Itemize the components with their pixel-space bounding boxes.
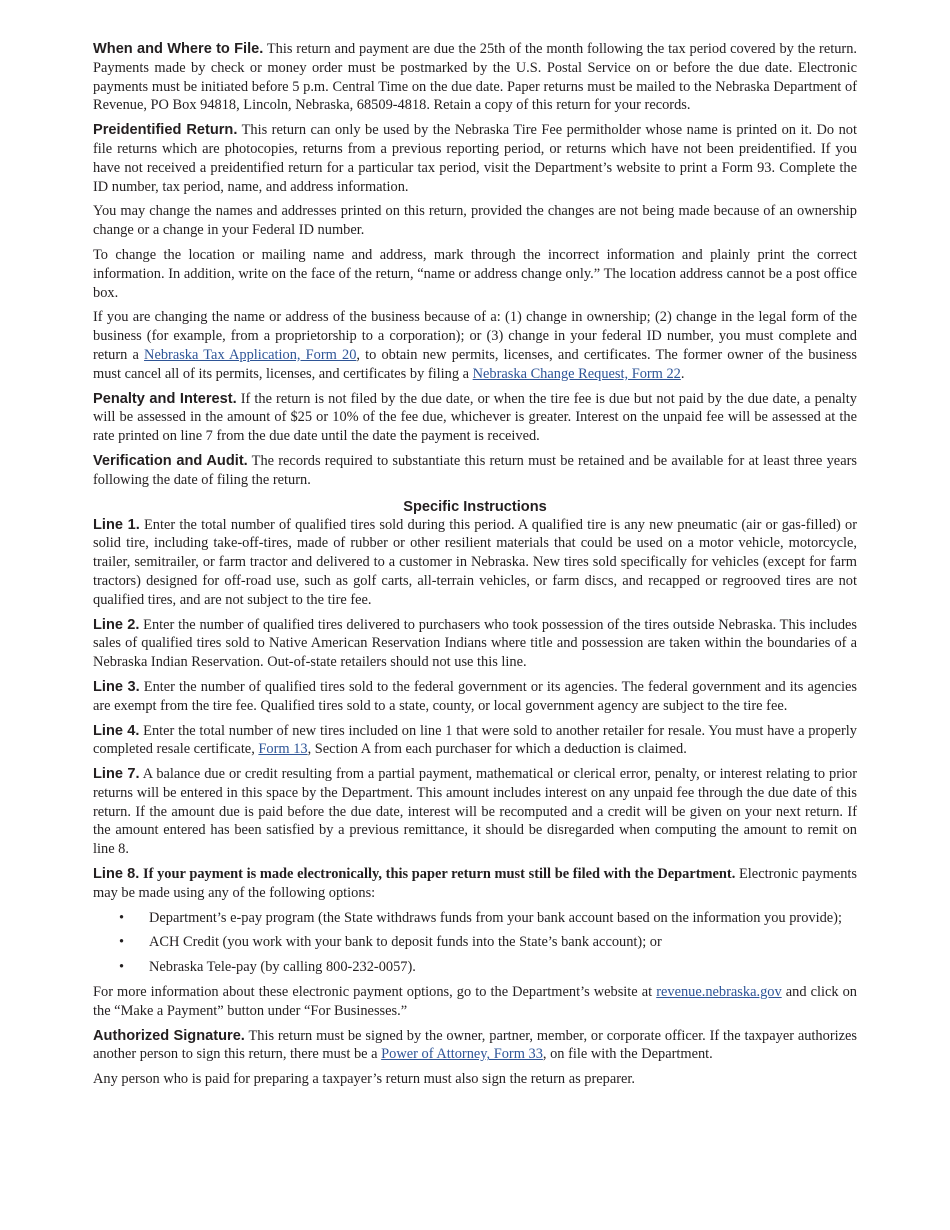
preidentified-paragraph: [93, 121, 857, 196]
when-where-text: This return and payment are due the 25th of the month following the tax period covered by the return. Payments made by check or money order must be postmarked by the U.S. Postal Service on or before the due date. Electronic payments must be initiated before 5 p.m. Central Time on the due date. Paper returns must be mailed to the Nebraska Department of Revenue, PO Box 94818, Lincoln, Nebraska, 68509-4818. Retain a copy of this return for your records.: [93, 41, 857, 114]
line8-text: Electronic payments may be made using any of the following options:: [93, 866, 857, 901]
verification-text: The records required to substantiate this return must be retained and be available for at least three years following the date of filing the return.: [93, 452, 857, 488]
bullet-icon: •: [119, 959, 125, 976]
change-business-paragraph: [93, 308, 857, 383]
penalty-text: If the return is not filed by the due date, or when the tire fee is due but not paid by the due date, a penalty will be assessed in the amount of $25 or 10% of the fee due, whichever is greater. Interest on the unpaid fee will be assessed at the rate printed on line 7 from the due date until the date the payment is received.: [93, 390, 857, 445]
list-item-text: Department’s e-pay program (the State withdraws funds from your bank account based on the information you provide);: [149, 909, 842, 926]
line1-text: Enter the total number of qualified tires sold during this period. A qualified tire is any new pneumatic (air or gas-filled) or solid tire, including take-off-tires, made of rubber or other resilient materials that could be used on a motor vehicle, motorcycle, trailer, semitrailer, or farm tractor and delivered to a customer in Nebraska. New tires sold specifically for vehicles (except for farm tractors) designed for off-road use, such as golf carts, all-terrain vehicles, or farm discs, and recapped or regrooved tires are not qualified tires, and are not subject to the tire fee.: [93, 516, 857, 608]
line4-paragraph: [93, 722, 857, 760]
change-location-paragraph: To change the location or mailing name and address, mark through the incorrect information and plainly print the correct information. In addition, write on the face of the return, “name or address change only.” The location address cannot be a post office box.: [93, 246, 857, 301]
line7-heading: Line 7.: [93, 766, 140, 783]
line2-text: Enter the number of qualified tires delivered to purchasers who took possession of the tires outside Nebraska. This includes sales of qualified tires sold to Native American Reservation Indians where title and possession are taken within the boundaries of a Nebraska Indian Reservation. Out-of-state retailers should not use this line.: [93, 616, 857, 671]
list-item: [93, 933, 857, 952]
penalty-paragraph: [93, 390, 857, 446]
signature-text-2: , on file with the Department.: [542, 1046, 713, 1063]
list-item-text: ACH Credit (you work with your bank to deposit funds into the State’s bank account); or: [149, 934, 662, 951]
preidentified-heading: Preidentified Return.: [93, 122, 238, 139]
line2-paragraph: [93, 616, 857, 672]
line4-text-2: , Section A from each purchaser for which a deduction is claimed.: [307, 741, 687, 758]
payment-options-list: [93, 909, 857, 977]
signature-heading: Authorized Signature.: [93, 1027, 245, 1044]
line8-paragraph: [93, 865, 857, 903]
form-22-link[interactable]: Nebraska Change Request, Form 22: [472, 365, 681, 382]
line4-heading: Line 4.: [93, 722, 140, 739]
line1-heading: Line 1.: [93, 516, 140, 533]
change-names-paragraph: You may change the names and addresses printed on this return, provided the changes are not being made because of an ownership change or a change in your Federal ID number.: [93, 203, 857, 239]
line3-text: Enter the number of qualified tires sold to the federal government or its agencies. The federal government and its agencies are exempt from the tire fee. Qualified tires sold to a state, county, or local government agency are subject to the tire fee.: [93, 678, 857, 714]
form-33-link[interactable]: Power of Attorney, Form 33: [381, 1046, 543, 1063]
when-where-heading: When and Where to File.: [93, 41, 264, 57]
list-item-text: Nebraska Tele-pay (by calling 800-232-0057).: [149, 959, 416, 976]
specific-instructions-title: Specific Instructions: [403, 498, 547, 515]
line4-text-1: Enter the total number of new tires included on line 1 that were sold to another retailer for resale. You must have a properly completed resale certificate,: [93, 722, 857, 758]
signature-paragraph: [93, 1027, 857, 1065]
line3-heading: Line 3.: [93, 678, 140, 695]
when-where-paragraph: [93, 40, 857, 115]
line7-paragraph: [93, 765, 857, 859]
penalty-heading: Penalty and Interest.: [93, 390, 237, 407]
verification-paragraph: [93, 452, 857, 490]
line8-heading: Line 8.: [93, 866, 140, 883]
preparer-paragraph: Any person who is paid for preparing a taxpayer’s return must also sign the return as preparer.: [93, 1071, 636, 1088]
signature-text-1: This return must be signed by the owner, partner, member, or corporate officer. If the taxpayer authorizes another person to sign this return, there must be a: [93, 1027, 857, 1063]
line8-bold-text: If your payment is made electronically, this paper return must still be filed with the Department.: [139, 866, 736, 883]
list-item: [93, 909, 857, 928]
form-20-link[interactable]: Nebraska Tax Application, Form 20: [144, 346, 357, 363]
list-item: [93, 958, 857, 977]
preidentified-text: This return can only be used by the Nebraska Tire Fee permitholder whose name is printed on it. Do not file returns which are photocopies, returns from a previous reporting period, or returns which have not been preidentified. If you have not received a preidentified return for a particular tax period, visit the Department’s website to print a Form 93. Complete the ID number, tax period, name, and address information.: [93, 122, 857, 195]
more-info-text-2: and click on the “Make a Payment” button under “For Businesses.”: [93, 984, 857, 1019]
form-13-link[interactable]: Form 13: [258, 741, 308, 758]
more-info-paragraph: [93, 983, 857, 1021]
change-business-text-3: .: [680, 365, 685, 382]
bullet-icon: •: [119, 934, 125, 951]
revenue-website-link[interactable]: revenue.nebraska.gov: [656, 984, 782, 1001]
change-business-text-1: If you are changing the name or address of the business because of a: (1) change in ownership; (2) change in the legal form of the business (for example, from a proprietorship to a corporation); or (3) change in your federal ID number, you must complete and return a: [93, 309, 857, 363]
more-info-text-1: For more information about these electronic payment options, go to the Department’s website at: [93, 984, 657, 1001]
line7-text: A balance due or credit resulting from a partial payment, mathematical or clerical error, penalty, or interest relating to prior returns will be entered in this space by the Department. This amount includes interest on any unpaid fee through the due date of this return. If the amount due is paid before the due date, interest will be recomputed and a credit will be given on your next return. If the amount entered has been satisfied by a previous remittance, it should be disregarded when computing the amount to remit on line 8.: [93, 766, 857, 858]
bullet-icon: •: [119, 909, 125, 926]
line2-heading: Line 2.: [93, 616, 140, 633]
line3-paragraph: [93, 678, 857, 716]
change-business-text-2: , to obtain new permits, licenses, and certificates. The former owner of the business must cancel all of its permits, licenses, and certificates by filing a: [93, 346, 858, 382]
verification-heading: Verification and Audit.: [93, 452, 248, 469]
line1-paragraph: [93, 516, 857, 610]
